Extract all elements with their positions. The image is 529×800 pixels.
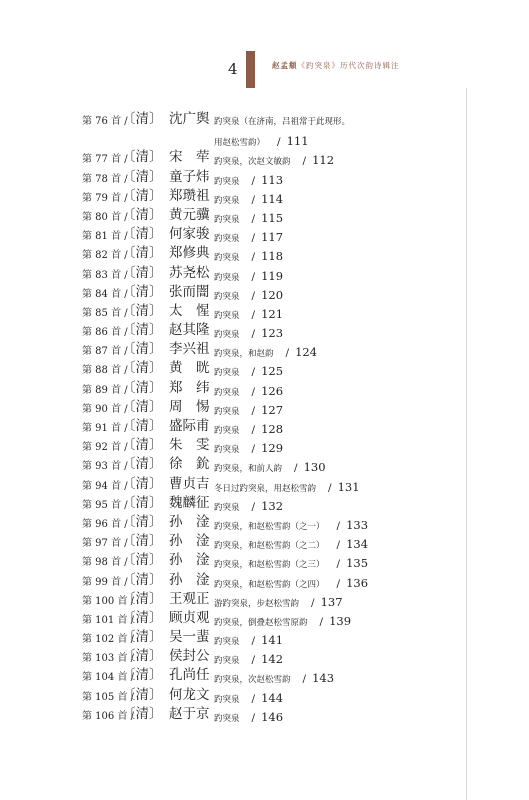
toc-entry[interactable] <box>82 628 462 647</box>
poem-title: 趵突泉（在济南，吕祖常于此现形。 <box>214 117 351 127</box>
page-ref: 117 <box>261 230 284 245</box>
poem-number: 第 91 首 / <box>82 423 128 435</box>
dynasty-label: 〔清〕 <box>122 206 163 223</box>
toc-entry[interactable] <box>82 513 462 532</box>
author-name: 郑瓒祖 <box>169 187 210 204</box>
separator-slash: / <box>251 328 256 341</box>
author-name: 宋 荦 <box>169 149 210 166</box>
page-ref: 120 <box>261 287 284 302</box>
author-name: 赵其隆 <box>169 322 210 339</box>
dynasty-label: 〔清〕 <box>122 168 163 185</box>
author-name: 孙 淦 <box>169 513 210 530</box>
toc-entry[interactable] <box>82 359 462 378</box>
dynasty-label: 〔清〕 <box>122 437 163 454</box>
poem-number: 第 76 首 / <box>82 116 128 127</box>
poem-number: 第 83 首 / <box>82 269 128 281</box>
author-name: 周 惕 <box>169 398 210 415</box>
poem-number: 第 94 首 / <box>82 480 128 492</box>
poem-title-line <box>214 708 283 729</box>
toc-entry[interactable] <box>82 283 462 302</box>
separator-slash: / <box>302 673 307 686</box>
page-ref: 139 <box>329 613 352 628</box>
poem-number: 第 100 首 / <box>82 595 134 607</box>
separator-slash: / <box>251 251 256 264</box>
poem-title: 趵突泉 <box>214 502 240 513</box>
page-ref: 119 <box>261 268 284 283</box>
poem-number: 第 85 首 / <box>82 307 128 319</box>
separator-slash: / <box>336 539 341 552</box>
dynasty-label: 〔清〕 <box>122 571 163 588</box>
poem-number: 第 84 首 / <box>82 288 128 300</box>
toc-entry[interactable] <box>82 187 462 206</box>
separator-slash: / <box>336 519 341 532</box>
page-ref: 127 <box>261 402 284 417</box>
poem-title: 趵突泉 <box>214 310 240 321</box>
page-ref: 141 <box>261 633 284 648</box>
page-ref: 131 <box>337 479 360 494</box>
author-name: 太 惺 <box>169 302 210 319</box>
author-name: 魏麟征 <box>169 494 210 511</box>
dynasty-label: 〔清〕 <box>122 609 163 626</box>
author-name: 何家骏 <box>169 226 210 243</box>
separator-slash: / <box>251 270 256 283</box>
author-name: 赵于京 <box>169 705 210 722</box>
page-ref: 114 <box>261 191 284 206</box>
page-ref: 124 <box>295 345 318 360</box>
poem-title: 趵突泉 <box>214 406 240 417</box>
dynasty-label: 〔清〕 <box>122 187 163 204</box>
poem-title: 趵突泉，和赵松雪韵（之二） <box>214 541 325 552</box>
poem-title: 趵突泉，次赵文敏韵 <box>214 157 291 168</box>
toc-entry[interactable] <box>82 168 462 187</box>
toc-entry[interactable] <box>82 340 462 359</box>
poem-number: 第 87 首 / <box>82 346 128 358</box>
poem-title: 趵突泉 <box>214 445 240 456</box>
separator-slash: / <box>302 155 307 168</box>
poem-number: 第 86 首 / <box>82 327 128 339</box>
poem-title: 趵突泉 <box>214 694 240 705</box>
poem-number: 第 78 首 / <box>82 173 128 185</box>
poem-number: 第 103 首 / <box>82 653 134 665</box>
dynasty-label: 〔清〕 <box>122 629 163 646</box>
toc-entry[interactable] <box>82 225 462 244</box>
dynasty-label: 〔清〕 <box>122 705 163 722</box>
separator-slash: / <box>251 366 256 379</box>
author-name: 盛际甫 <box>169 418 210 435</box>
toc-entry[interactable] <box>82 571 462 590</box>
dynasty-label: 〔清〕 <box>122 226 163 243</box>
separator-slash: / <box>251 424 256 437</box>
toc-entry[interactable] <box>82 705 462 724</box>
poem-number: 第 97 首 / <box>82 538 128 550</box>
separator-slash: / <box>251 404 256 417</box>
dynasty-label: 〔清〕 <box>122 418 163 435</box>
poem-number: 第 99 首 / <box>82 576 128 588</box>
separator-slash: / <box>251 308 256 321</box>
author-name: 侯封公 <box>169 648 210 665</box>
poem-number: 第 95 首 / <box>82 499 128 511</box>
toc-entry[interactable] <box>82 590 462 609</box>
separator-slash: / <box>319 615 324 628</box>
poem-number: 第 80 首 / <box>82 211 128 223</box>
author-name: 吴一蜚 <box>169 629 210 646</box>
poem-number: 第 90 首 / <box>82 403 128 415</box>
author-name: 何龙文 <box>169 686 210 703</box>
toc-entry[interactable] <box>82 609 462 628</box>
poem-title: 趵突泉 <box>214 176 240 187</box>
separator-slash: / <box>251 212 256 225</box>
separator-slash: / <box>251 289 256 302</box>
poem-title: 趵突泉 <box>214 253 240 264</box>
page-ref: 121 <box>261 306 284 321</box>
poem-title: 趵突泉 <box>214 637 240 648</box>
dynasty-label: 〔清〕 <box>122 513 163 530</box>
author-name: 曹贞吉 <box>169 475 210 492</box>
poem-title: 趵突泉，和前人韵 <box>214 464 283 475</box>
dynasty-label: 〔清〕 <box>122 149 163 166</box>
dynasty-label: 〔清〕 <box>122 341 163 358</box>
poem-title: 趵突泉 <box>214 656 240 667</box>
dynasty-label: 〔清〕 <box>122 322 163 339</box>
author-name: 黄元骥 <box>169 206 210 223</box>
dynasty-label: 〔清〕 <box>122 302 163 319</box>
table-of-contents <box>82 110 462 724</box>
toc-entry[interactable] <box>82 647 462 666</box>
poem-title: 趵突泉 <box>214 713 240 724</box>
poem-number: 第 102 首 / <box>82 634 134 646</box>
dynasty-label: 〔清〕 <box>122 379 163 396</box>
author-name: 苏尧松 <box>169 264 210 281</box>
author-name: 顾贞观 <box>169 609 210 626</box>
toc-entry[interactable] <box>82 686 462 705</box>
page-ref: 112 <box>312 153 335 168</box>
page-ref: 133 <box>346 517 369 532</box>
separator-slash: / <box>251 635 256 648</box>
separator-slash: / <box>336 558 341 571</box>
page-ref: 115 <box>261 210 284 225</box>
dynasty-label: 〔清〕 <box>122 264 163 281</box>
poem-number: 第 81 首 / <box>82 231 128 243</box>
poem-title: 游趵突泉，步赵松雪韵 <box>214 598 300 609</box>
poem-title: 趵突泉 <box>214 291 240 302</box>
page-ref: 111 <box>286 134 309 148</box>
page-ref: 129 <box>261 441 284 456</box>
author-name: 郑修典 <box>169 245 210 262</box>
author-name: 孔尚任 <box>169 667 210 684</box>
dynasty-label: 〔清〕 <box>122 456 163 473</box>
page-ref: 135 <box>346 556 369 571</box>
dynasty-label: 〔清〕 <box>122 667 163 684</box>
separator-slash: / <box>336 577 341 590</box>
toc-entry[interactable] <box>82 264 462 283</box>
dynasty-label: 〔清〕 <box>122 475 163 492</box>
separator-slash: / <box>328 481 332 494</box>
page-ref: 125 <box>261 364 284 379</box>
toc-entry[interactable] <box>82 244 462 263</box>
poem-number: 第 88 首 / <box>82 365 128 377</box>
toc-entry[interactable] <box>82 666 462 685</box>
poem-number: 第 106 首 / <box>82 710 134 722</box>
separator-slash: / <box>285 347 290 360</box>
author-name: 李兴祖 <box>169 341 210 358</box>
poem-title: 趵突泉，和赵松雪韵（之三） <box>214 560 325 571</box>
page-number: 4 <box>228 60 238 78</box>
poem-title: 趵突泉，和赵松雪韵（之四） <box>214 579 325 590</box>
poem-title: 趵突泉 <box>214 426 240 437</box>
dynasty-label: 〔清〕 <box>122 111 163 127</box>
author-name: 徐 鈗 <box>169 456 210 473</box>
author-name: 朱 雯 <box>169 437 210 454</box>
page-ref: 126 <box>261 383 284 398</box>
poem-number: 第 105 首 / <box>82 691 134 703</box>
author-name: 孙 淦 <box>169 552 210 569</box>
author-name: 沈广舆 <box>169 111 210 127</box>
page-ref: 142 <box>261 652 284 667</box>
poem-number: 第 96 首 / <box>82 518 128 530</box>
separator-slash: / <box>277 136 281 148</box>
page-ref: 123 <box>261 326 284 341</box>
separator-slash: / <box>311 596 315 609</box>
toc-entry[interactable] <box>82 475 462 494</box>
poem-number: 第 77 首 / <box>82 154 128 166</box>
toc-entry[interactable] <box>82 148 462 167</box>
dynasty-label: 〔清〕 <box>122 360 163 377</box>
poem-title: 趵突泉 <box>214 195 240 206</box>
toc-entry[interactable] <box>82 321 462 340</box>
author-name: 张而闇 <box>169 283 210 300</box>
running-header-author: 赵孟頫 <box>272 61 298 70</box>
toc-entry[interactable] <box>82 455 462 474</box>
toc-entry[interactable] <box>82 302 462 321</box>
toc-entry[interactable] <box>82 379 462 398</box>
page-ref: 144 <box>261 690 284 705</box>
margin-rule <box>466 88 467 800</box>
poem-title: 趵突泉 <box>214 272 240 283</box>
poem-title: 趵突泉，倒叠赵松雪原韵 <box>214 617 308 628</box>
author-name: 王观正 <box>169 590 210 607</box>
poem-title: 趵突泉，次赵松雪韵 <box>214 675 291 686</box>
author-name: 童子炜 <box>169 168 210 185</box>
poem-title: 趵突泉，和赵松雪韵（之一） <box>214 521 325 532</box>
author-name: 郑 纬 <box>169 379 210 396</box>
separator-slash: / <box>251 193 256 206</box>
page-ref: 130 <box>303 460 326 475</box>
header-accent-bar <box>246 51 255 88</box>
separator-slash: / <box>251 692 256 705</box>
poem-title: 趵突泉 <box>214 214 240 225</box>
poem-title: 趵突泉 <box>214 368 240 379</box>
dynasty-label: 〔清〕 <box>122 648 163 665</box>
toc-entry[interactable] <box>82 551 462 570</box>
page-ref: 143 <box>312 671 335 686</box>
separator-slash: / <box>251 443 256 456</box>
poem-title-part2: 用赵松雪韵） <box>214 138 266 148</box>
separator-slash: / <box>251 711 256 724</box>
separator-slash: / <box>251 232 256 245</box>
dynasty-label: 〔清〕 <box>122 552 163 569</box>
dynasty-label: 〔清〕 <box>122 494 163 511</box>
author-name: 孙 淦 <box>169 533 210 550</box>
page-ref: 146 <box>261 709 284 724</box>
page-ref: 113 <box>261 172 284 187</box>
toc-entry[interactable] <box>82 436 462 455</box>
toc-entry[interactable] <box>82 206 462 225</box>
dynasty-label: 〔清〕 <box>122 283 163 300</box>
author-name: 黄 晄 <box>169 360 210 377</box>
page-ref: 118 <box>261 249 284 264</box>
page-ref: 134 <box>346 537 369 552</box>
page-ref: 137 <box>320 594 343 609</box>
separator-slash: / <box>251 174 256 187</box>
poem-title: 趵突泉 <box>214 330 240 341</box>
dynasty-label: 〔清〕 <box>122 533 163 550</box>
page-ref: 128 <box>261 422 284 437</box>
poem-title: 趵突泉，和赵韵 <box>214 349 274 360</box>
toc-entry[interactable] <box>82 532 462 551</box>
poem-number: 第 89 首 / <box>82 384 128 396</box>
poem-title: 冬日过趵突泉，用赵松雪韵 <box>214 483 317 494</box>
author-name: 孙 淦 <box>169 571 210 588</box>
poem-number: 第 93 首 / <box>82 461 128 473</box>
poem-title-line <box>214 113 350 132</box>
page-ref: 132 <box>261 498 284 513</box>
poem-number: 第 79 首 / <box>82 192 128 204</box>
separator-slash: / <box>251 654 256 667</box>
poem-number: 第 82 首 / <box>82 250 128 262</box>
poem-number: 第 101 首 / <box>82 614 134 626</box>
running-header-title: 《趵突泉》历代次韵诗辑注 <box>297 61 400 70</box>
separator-slash: / <box>251 500 256 513</box>
poem-number: 第 92 首 / <box>82 442 128 454</box>
poem-title: 趵突泉 <box>214 387 240 398</box>
dynasty-label: 〔清〕 <box>122 398 163 415</box>
poem-title: 趵突泉 <box>214 234 240 245</box>
poem-number: 第 98 首 / <box>82 557 128 569</box>
toc-entry[interactable] <box>82 398 462 417</box>
poem-number: 第 104 首 / <box>82 672 134 684</box>
page-ref: 136 <box>346 575 369 590</box>
toc-entry[interactable] <box>82 417 462 436</box>
toc-entry[interactable] <box>82 494 462 513</box>
toc-entry[interactable] <box>82 110 462 148</box>
separator-slash: / <box>251 385 256 398</box>
dynasty-label: 〔清〕 <box>122 245 163 262</box>
separator-slash: / <box>294 462 298 475</box>
dynasty-label: 〔清〕 <box>122 590 163 607</box>
dynasty-label: 〔清〕 <box>122 686 163 703</box>
running-header <box>272 60 400 71</box>
